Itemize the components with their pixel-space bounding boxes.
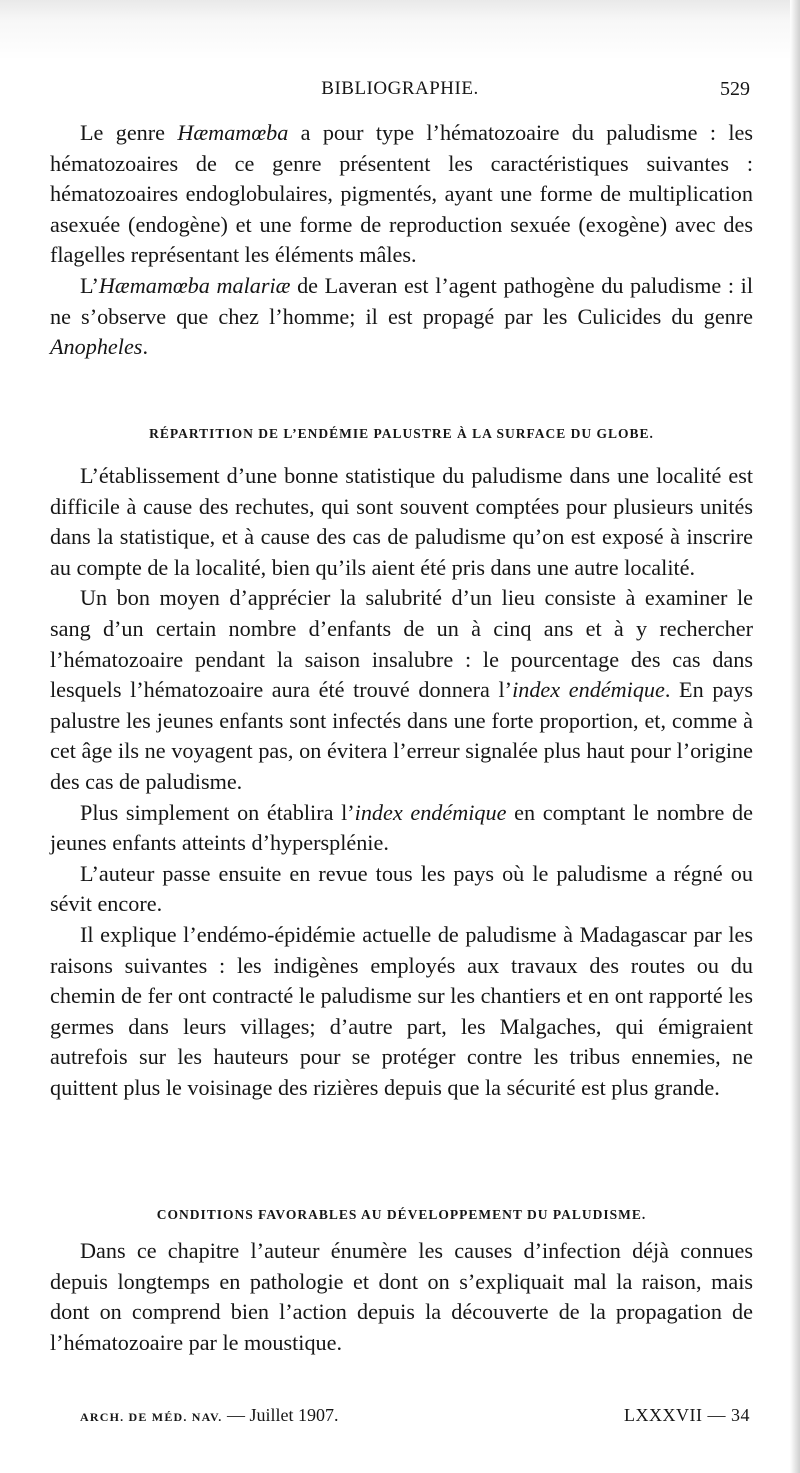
footer-citation	[80, 1405, 339, 1426]
running-title: BIBLIOGRAPHIE.	[321, 78, 479, 99]
issue-date: — Juillet 1907.	[222, 1405, 339, 1425]
paragraph-madagascar: Il explique l’endémo-épidémie actuelle de paludisme à Madagascar par les raisons suivantes : les indigènes employés aux travaux des routes ou du chemin de fer ont contracté le paludisme sur les chantiers et en ont rapporté les germes dans leurs villages; d’autre part, les Malgaches, qui émigraient autrefois sur les hauteurs pour se protéger contre les tribus ennemies, ne quittent plus le voisinage des rizières depuis que la sécurité est plus grande.	[50, 921, 753, 1100]
volume-signature: LXXXVII — 34	[624, 1405, 750, 1425]
index-endemique-term-2: index endémique	[354, 799, 507, 825]
paragraph-statistics: L’établissement d’une bonne statistique du paludisme dans une localité est difficile à cause des rechutes, qui sont souvent comptées pour plusieurs unités dans la statistique, et à cause des cas de paludisme qu’on est exposé à inscrire au compte de la localité, bien qu’ils aient été pris dans une autre localité.	[50, 463, 753, 580]
paragraph-review: L’auteur passe ensuite en revue tous les pays où le paludisme a régné ou sévit encore.	[50, 860, 753, 917]
paragraph-species: L’Hæmamœba malariæ de Laveran est l’agent pathogène du paludisme : il ne s’observe que chez l’homme; il est propagé par les Culicides du genre Anopheles.	[50, 272, 753, 360]
section-heading-repartition: RÉPARTITION DE L’ENDÉMIE PALUSTRE À LA SURFACE DU GLOBE.	[149, 426, 654, 441]
paragraph-hypersplenie: Plus simplement on établira l’index endémique en comptant le nombre de jeunes enfants atteints d’hypersplénie.	[50, 799, 753, 856]
page-edge-shadow	[790, 0, 800, 1473]
species-name: Hæmamœba malariæ	[98, 272, 291, 298]
section-heading-conditions: CONDITIONS FAVORABLES AU DÉVELOPPEMENT DU PALUDISME.	[156, 1207, 647, 1222]
intro-block	[50, 118, 753, 363]
journal-abbrev: ARCH. DE MÉD. NAV.	[80, 1410, 223, 1424]
genus-name: Hæmamœba	[177, 120, 289, 145]
paragraph-genus: Le genre Hæmamœba a pour type l’hématozoaire du paludisme : les hématozoaires de ce genre présentent les caractéristiques suivantes : hématozoaires endoglobulaires, pigmentés, ayant une forme de multiplication asexuée (endogène) et une forme de reproduction sexuée (exogène) avec des flagelles représentant les éléments mâles.	[50, 120, 753, 268]
page-number: 529	[720, 78, 750, 100]
section-conditions-body	[50, 1236, 753, 1358]
section-repartition-body	[50, 461, 753, 1103]
paragraph-index-method: Un bon moyen d’apprécier la salubrité d’un lieu consiste à examiner le sang d’un certain nombre d’enfants de un à cinq ans et à y rechercher l’hématozoaire pendant la saison insalubre : le pourcentage des cas dans lesquels l’hématozoaire aura été trouvé donnera l’index endémique. En pays palustre les jeunes enfants sont infectés dans une forte proportion, et, comme à cet âge ils ne voyagent pas, on évitera l’erreur signalée plus haut pour l’origine des cas de paludisme.	[50, 585, 754, 794]
scan-shadow-top	[0, 0, 800, 60]
page-footer	[80, 1405, 750, 1435]
paragraph-causes: Dans ce chapitre l’auteur énumère les causes d’infection déjà connues depuis longtemps en pathologie et dont on s’expliquait mal la raison, mais dont on comprend bien l’action depuis la découverte de la propagation de l’hématozoaire par le moustique.	[50, 1238, 753, 1355]
anopheles-name: Anopheles	[50, 334, 143, 360]
index-endemique-term: index endémique	[512, 677, 665, 703]
page-header	[0, 78, 800, 108]
